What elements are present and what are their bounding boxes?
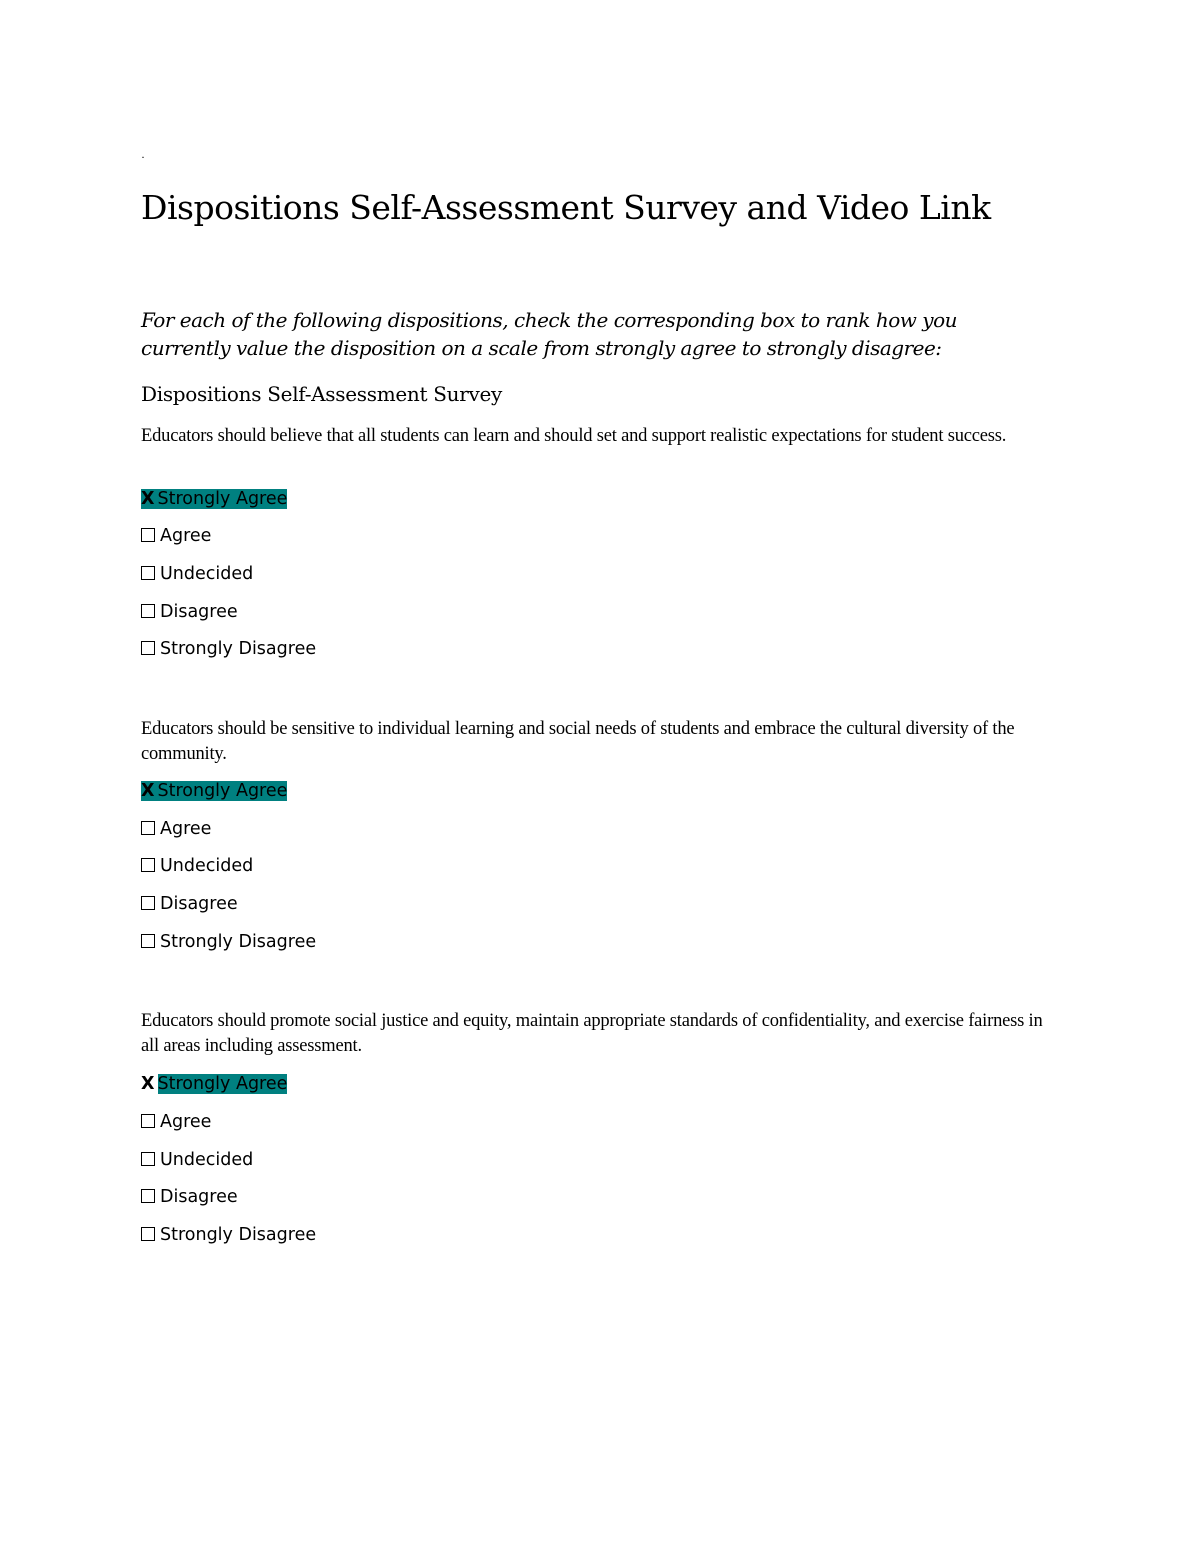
option-label: Agree	[160, 819, 212, 839]
option-strongly-agree[interactable]	[141, 1072, 287, 1096]
option-label: Disagree	[160, 894, 238, 914]
option-undecided[interactable]	[141, 562, 253, 586]
question-text: Educators should believe that all students can learn and should set and support realistic expectations for student success.	[141, 426, 1007, 446]
x-mark-icon: X	[141, 1074, 155, 1094]
option-strongly-disagree[interactable]	[141, 1223, 316, 1247]
option-strongly-disagree[interactable]	[141, 637, 316, 661]
question-text: Educators should promote social justice and equity, maintain appropriate standards of confidentiality, and exercise fairness in all areas including assessment.	[141, 1011, 1043, 1056]
option-undecided[interactable]	[141, 854, 253, 878]
option-disagree[interactable]	[141, 892, 238, 916]
option-strongly-agree[interactable]	[141, 487, 287, 511]
option-label: Strongly Agree	[157, 781, 288, 801]
option-agree[interactable]	[141, 817, 211, 841]
option-agree[interactable]	[141, 1110, 211, 1134]
question-3	[141, 1009, 1061, 1245]
option-label: Strongly Disagree	[160, 932, 317, 952]
option-undecided[interactable]	[141, 1148, 253, 1172]
empty-checkbox-icon	[141, 821, 155, 835]
selected-answer-highlight	[141, 781, 287, 801]
empty-checkbox-icon	[141, 528, 155, 542]
option-label: Strongly Disagree	[160, 1225, 317, 1245]
option-disagree[interactable]	[141, 1185, 238, 1209]
option-disagree[interactable]	[141, 600, 238, 624]
option-label: Strongly Agree	[157, 1074, 288, 1094]
option-strongly-disagree[interactable]	[141, 930, 316, 954]
survey-heading: Dispositions Self-Assessment Survey	[141, 382, 503, 406]
page-title: Dispositions Self-Assessment Survey and Video Link	[141, 188, 991, 227]
option-label: Undecided	[160, 564, 254, 584]
empty-checkbox-icon	[141, 1227, 155, 1241]
option-label: Strongly Disagree	[160, 639, 317, 659]
empty-checkbox-icon	[141, 934, 155, 948]
option-label: Undecided	[160, 1150, 254, 1170]
empty-checkbox-icon	[141, 858, 155, 872]
selected-answer-highlight	[141, 489, 287, 509]
option-label: Agree	[160, 526, 212, 546]
empty-checkbox-icon	[141, 896, 155, 910]
empty-checkbox-icon	[141, 1152, 155, 1166]
option-label: Disagree	[160, 602, 238, 622]
empty-checkbox-icon	[141, 641, 155, 655]
x-mark-icon: X	[141, 489, 155, 509]
empty-checkbox-icon	[141, 1114, 155, 1128]
question-text: Educators should be sensitive to individual learning and social needs of students and embrace the cultural diversity of the community.	[141, 719, 1015, 764]
empty-checkbox-icon	[141, 604, 155, 618]
option-label: Agree	[160, 1112, 212, 1132]
instructions-text: For each of the following dispositions, check the corresponding box to rank how you currently value the disposition on a scale from strongly agree to strongly disagree:	[141, 308, 957, 360]
empty-checkbox-icon	[141, 1189, 155, 1203]
question-1	[141, 424, 1061, 659]
x-mark-icon: X	[141, 781, 155, 801]
option-agree[interactable]	[141, 524, 211, 548]
option-strongly-agree[interactable]	[141, 779, 287, 803]
option-label: Strongly Agree	[157, 489, 288, 509]
empty-checkbox-icon	[141, 566, 155, 580]
question-2	[141, 717, 1061, 952]
stray-mark: ·	[141, 150, 145, 164]
option-label: Disagree	[160, 1187, 238, 1207]
option-label: Undecided	[160, 856, 254, 876]
